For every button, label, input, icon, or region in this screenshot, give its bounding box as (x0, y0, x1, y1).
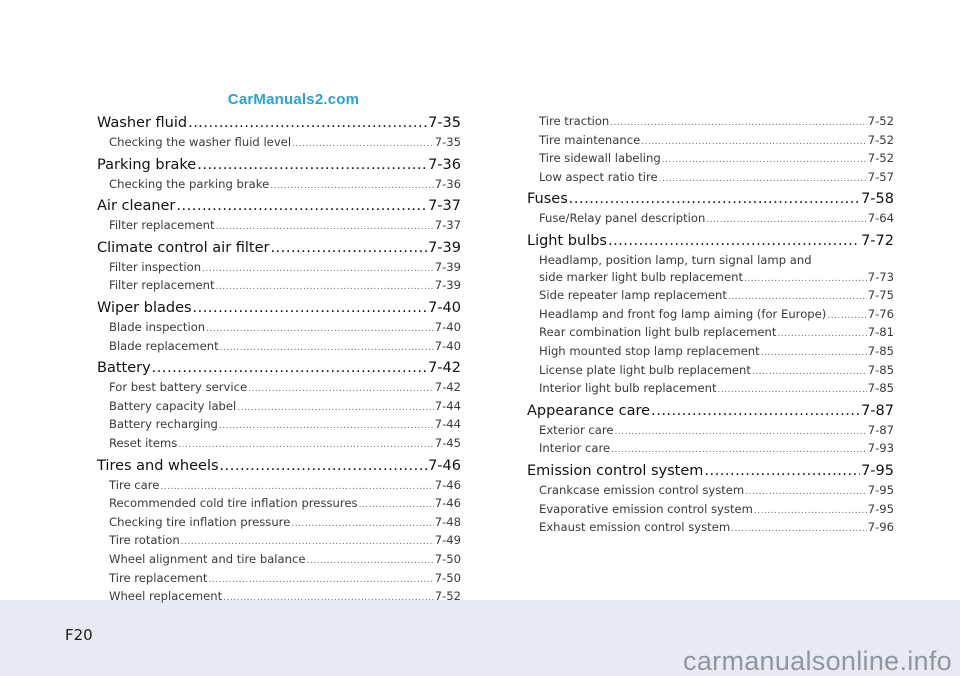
dot-leader (271, 238, 428, 259)
toc-section-title[interactable] (97, 456, 461, 477)
toc-section (97, 113, 461, 155)
dot-leader (216, 279, 434, 296)
toc-entry-label: For best battery service (109, 380, 248, 395)
dot-leader (610, 115, 866, 132)
toc-entry[interactable] (97, 588, 461, 607)
toc-entry[interactable] (527, 519, 894, 538)
toc-entry-page-number: 7-57 (867, 169, 894, 184)
section-page-number: 7-37 (428, 198, 461, 215)
dot-leader (248, 381, 434, 398)
toc-section (97, 298, 461, 358)
toc-entry[interactable] (97, 134, 461, 153)
toc-entry[interactable] (97, 532, 461, 551)
section-page-number: 7-87 (861, 402, 894, 419)
toc-entry[interactable] (527, 324, 894, 343)
toc-entry-page-number: 7-85 (867, 362, 894, 377)
dot-leader (777, 326, 866, 343)
toc-entry[interactable] (97, 319, 461, 338)
toc-entry-label: Interior care (539, 441, 611, 456)
toc-entry[interactable] (527, 169, 894, 188)
toc-entry-label: Tire care (109, 477, 160, 492)
section-spacer (527, 538, 894, 540)
toc-section (527, 401, 894, 461)
toc-entry-label: Blade replacement (109, 338, 219, 353)
top-margin (0, 0, 960, 74)
toc-entry-page-number: 7-40 (434, 319, 461, 334)
dot-leader (193, 298, 428, 319)
section-page-number: 7-42 (428, 360, 461, 377)
page-number: F20 (65, 626, 93, 644)
toc-entry-page-number: 7-75 (867, 288, 894, 303)
section-page-number: 7-40 (428, 299, 461, 316)
toc-entry[interactable] (527, 210, 894, 229)
dot-leader (188, 113, 427, 134)
dot-leader (220, 340, 434, 357)
toc-entry-label: Battery capacity label (109, 398, 237, 413)
toc-entry-label: Battery recharging (109, 417, 218, 432)
dot-leader (706, 212, 866, 229)
dot-leader (208, 572, 433, 589)
dot-leader (608, 231, 860, 252)
toc-entry[interactable] (97, 495, 461, 514)
toc-section-title[interactable] (527, 189, 894, 210)
toc-entry-page-number: 7-64 (867, 211, 894, 226)
toc-entry-label: Crankcase emission control system (539, 482, 745, 497)
section-title-label: Light bulbs (527, 232, 607, 249)
dot-leader (223, 590, 434, 607)
section-page-number: 7-36 (428, 156, 461, 173)
watermark-bottom: carmanualsonline.info (683, 646, 952, 676)
toc-entry-label: License plate light bulb replacement (539, 362, 751, 377)
toc-entry-label: Exhaust emission control system (539, 520, 731, 535)
section-spacer (97, 607, 461, 609)
toc-entry-label: Checking the washer fluid level (109, 135, 292, 149)
section-title-label: Air cleaner (97, 198, 176, 215)
toc-entry-page-number: 7-52 (867, 132, 894, 147)
toc-section (527, 231, 894, 401)
toc-entry-page-number: 7-52 (867, 114, 894, 128)
toc-entry-label: Blade inspection (109, 319, 206, 334)
section-title-label: Battery (97, 360, 151, 377)
toc-entry-page-number: 7-50 (434, 551, 461, 566)
toc-entry[interactable] (527, 287, 894, 306)
toc-entry-label: Low aspect ratio tire (539, 169, 658, 184)
toc-entry-label: Rear combination light bulb replacement (539, 325, 777, 340)
toc-entry-page-number: 7-45 (434, 435, 461, 450)
toc-section (527, 113, 894, 189)
toc-section-title[interactable] (97, 196, 461, 217)
dot-leader (651, 401, 860, 422)
dot-leader (731, 521, 867, 538)
toc-entry-label: Interior light bulb replacement (539, 381, 717, 396)
toc-entry-page-number: 7-44 (434, 398, 461, 413)
dot-leader (176, 196, 427, 217)
toc-entry-label: Tire sidewall labeling (539, 151, 661, 166)
toc-entry-page-number: 7-44 (434, 417, 461, 432)
dot-leader (761, 345, 867, 362)
dot-leader (827, 308, 866, 325)
toc-entry-page-number: 7-85 (867, 343, 894, 358)
toc-entry-page-number: 7-42 (434, 380, 461, 395)
toc-entry-page-number: 7-95 (867, 501, 894, 516)
dot-leader (216, 219, 434, 236)
toc-entry[interactable] (97, 176, 461, 195)
dot-leader (306, 553, 433, 570)
toc-entry-page-number: 7-95 (867, 482, 894, 497)
toc-entry[interactable] (527, 113, 894, 132)
section-page-number: 7-35 (428, 115, 461, 131)
dot-leader (270, 178, 433, 195)
dot-leader (641, 134, 866, 151)
toc-entry[interactable] (527, 362, 894, 381)
dot-leader (745, 484, 866, 501)
toc-entry[interactable] (97, 217, 461, 236)
toc-entry-page-number: 7-52 (867, 151, 894, 166)
toc-entry[interactable] (527, 501, 894, 520)
section-title-label: Climate control air filter (97, 239, 270, 256)
dot-leader (197, 155, 427, 176)
dot-leader (181, 534, 434, 551)
toc-entry-page-number: 7-50 (434, 570, 461, 585)
section-title-label: Parking brake (97, 156, 197, 173)
toc-entry[interactable] (527, 440, 894, 459)
toc-entry[interactable] (97, 379, 461, 398)
toc-entry-label: Filter inspection (109, 259, 202, 274)
section-page-number: 7-39 (428, 239, 461, 256)
toc-entry[interactable] (97, 277, 461, 296)
toc-entry-page-number: 7-87 (867, 422, 894, 437)
toc-entry-page-number: 7-85 (867, 381, 894, 396)
toc-entry[interactable] (527, 306, 894, 325)
toc-entry[interactable] (97, 551, 461, 570)
section-title-label: Tires and wheels (97, 457, 219, 474)
toc-entry[interactable] (97, 259, 461, 278)
dot-leader (615, 424, 867, 441)
section-title-label: Fuses (527, 191, 568, 208)
toc-entry-page-number: 7-37 (434, 218, 461, 233)
section-page-number: 7-72 (861, 232, 894, 249)
dot-leader (237, 400, 433, 417)
toc-entry-page-number: 7-93 (867, 441, 894, 456)
section-page-number: 7-95 (861, 462, 894, 479)
toc-entry[interactable] (97, 435, 461, 454)
toc-section-title[interactable] (97, 298, 461, 319)
toc-entry[interactable] (97, 398, 461, 417)
toc-entry-page-number: 7-49 (434, 533, 461, 548)
toc-entry-label: Wheel alignment and tire balance (109, 551, 306, 566)
dot-leader (718, 382, 867, 399)
dot-leader (611, 442, 867, 459)
toc-entry-label: Headlamp and front fog lamp aiming (for Europe) (539, 306, 827, 321)
toc-entry-first-line: Headlamp, position lamp, turn signal lamp and (539, 252, 812, 267)
toc-entry-label: Wheel replacement (109, 589, 223, 604)
toc-right-column (527, 113, 894, 540)
toc-entry-label: Tire traction (539, 114, 610, 128)
toc-entry-page-number: 7-73 (867, 269, 894, 284)
toc-section-title[interactable] (97, 155, 461, 176)
dot-leader (219, 418, 434, 435)
toc-entry[interactable] (97, 514, 461, 533)
dot-leader (292, 136, 434, 153)
toc-entry[interactable] (527, 343, 894, 362)
toc-entry-label: Side repeater lamp replacement (539, 288, 727, 303)
toc-section-title[interactable] (527, 461, 894, 482)
dot-leader (202, 261, 434, 278)
toc-entry-label: Tire rotation (109, 533, 180, 548)
toc-entry-label: Checking tire inflation pressure (109, 514, 291, 529)
toc-entry-page-number: 7-76 (867, 306, 894, 321)
dot-leader (728, 289, 867, 306)
toc-entry-page-number: 7-40 (434, 338, 461, 353)
dot-leader (752, 364, 867, 381)
toc-section-title[interactable] (97, 358, 461, 379)
dot-leader (704, 461, 860, 482)
toc-entry-page-number: 7-46 (434, 477, 461, 492)
toc-entry[interactable] (527, 132, 894, 151)
toc-entry[interactable] (527, 150, 894, 169)
toc-entry[interactable] (97, 416, 461, 435)
toc-entry-label: side marker light bulb replacement (539, 269, 743, 284)
toc-section-title[interactable] (527, 231, 894, 252)
toc-section-title[interactable] (97, 113, 461, 134)
toc-section (527, 461, 894, 540)
section-page-number: 7-58 (861, 191, 894, 208)
dot-leader (178, 437, 433, 454)
toc-entry-page-number: 7-52 (434, 589, 461, 604)
toc-entry-page-number: 7-48 (434, 514, 461, 529)
toc-entry-label: Filter replacement (109, 218, 215, 233)
dot-leader (569, 189, 860, 210)
toc-entry-label: High mounted stop lamp replacement (539, 343, 760, 358)
section-title-label: Appearance care (527, 402, 651, 419)
toc-section (97, 155, 461, 197)
toc-section (97, 196, 461, 238)
toc-entry-label: Evaporative emission control system (539, 501, 753, 516)
toc-entry-label: Recommended cold tire inflation pressures (109, 496, 358, 511)
toc-section-title[interactable] (527, 401, 894, 422)
toc-entry[interactable] (527, 269, 894, 288)
toc-entry-page-number: 7-96 (867, 520, 894, 535)
toc-entry[interactable] (97, 570, 461, 589)
section-title-label: Wiper blades (97, 299, 192, 316)
toc-entry-page-number: 7-46 (434, 496, 461, 511)
dot-leader (744, 271, 867, 288)
dot-leader (359, 497, 434, 514)
toc-entry-label: Tire maintenance (539, 132, 641, 147)
toc-entry-label: Filter replacement (109, 278, 215, 293)
toc-entry-page-number: 7-36 (434, 176, 461, 191)
toc-section (97, 456, 461, 609)
toc-entry[interactable] (527, 380, 894, 399)
toc-section (527, 189, 894, 231)
dot-leader (291, 516, 433, 533)
section-page-number: 7-46 (428, 457, 461, 474)
toc-entry[interactable] (527, 422, 894, 441)
dot-leader (152, 358, 427, 379)
dot-leader (659, 171, 867, 188)
toc-entry-page-number: 7-35 (434, 135, 461, 149)
section-title-label: Washer fluid (97, 115, 188, 131)
toc-entry[interactable] (97, 477, 461, 496)
toc-entry-page-number: 7-39 (434, 259, 461, 274)
dot-leader (662, 152, 867, 169)
toc-entry-label: Tire replacement (109, 570, 208, 585)
toc-entry-label: Exterior care (539, 422, 614, 437)
dot-leader (160, 479, 433, 496)
section-title-label: Emission control system (527, 462, 704, 479)
toc-section (97, 358, 461, 455)
watermark-top: CarManuals2.com (227, 91, 360, 108)
toc-entry-label: Fuse/Relay panel description (539, 211, 706, 226)
toc-section-title[interactable] (97, 238, 461, 259)
toc-section (97, 238, 461, 298)
toc-entry[interactable] (527, 482, 894, 501)
dot-leader (754, 503, 867, 520)
toc-entry-label: Checking the parking brake (109, 176, 270, 191)
dot-leader (206, 321, 434, 338)
toc-entry[interactable] (97, 338, 461, 357)
toc-left-column (97, 113, 461, 609)
toc-entry-label: Reset items (109, 435, 178, 450)
toc-entry-page-number: 7-39 (434, 278, 461, 293)
toc-entry-page-number: 7-81 (867, 325, 894, 340)
dot-leader (220, 456, 428, 477)
